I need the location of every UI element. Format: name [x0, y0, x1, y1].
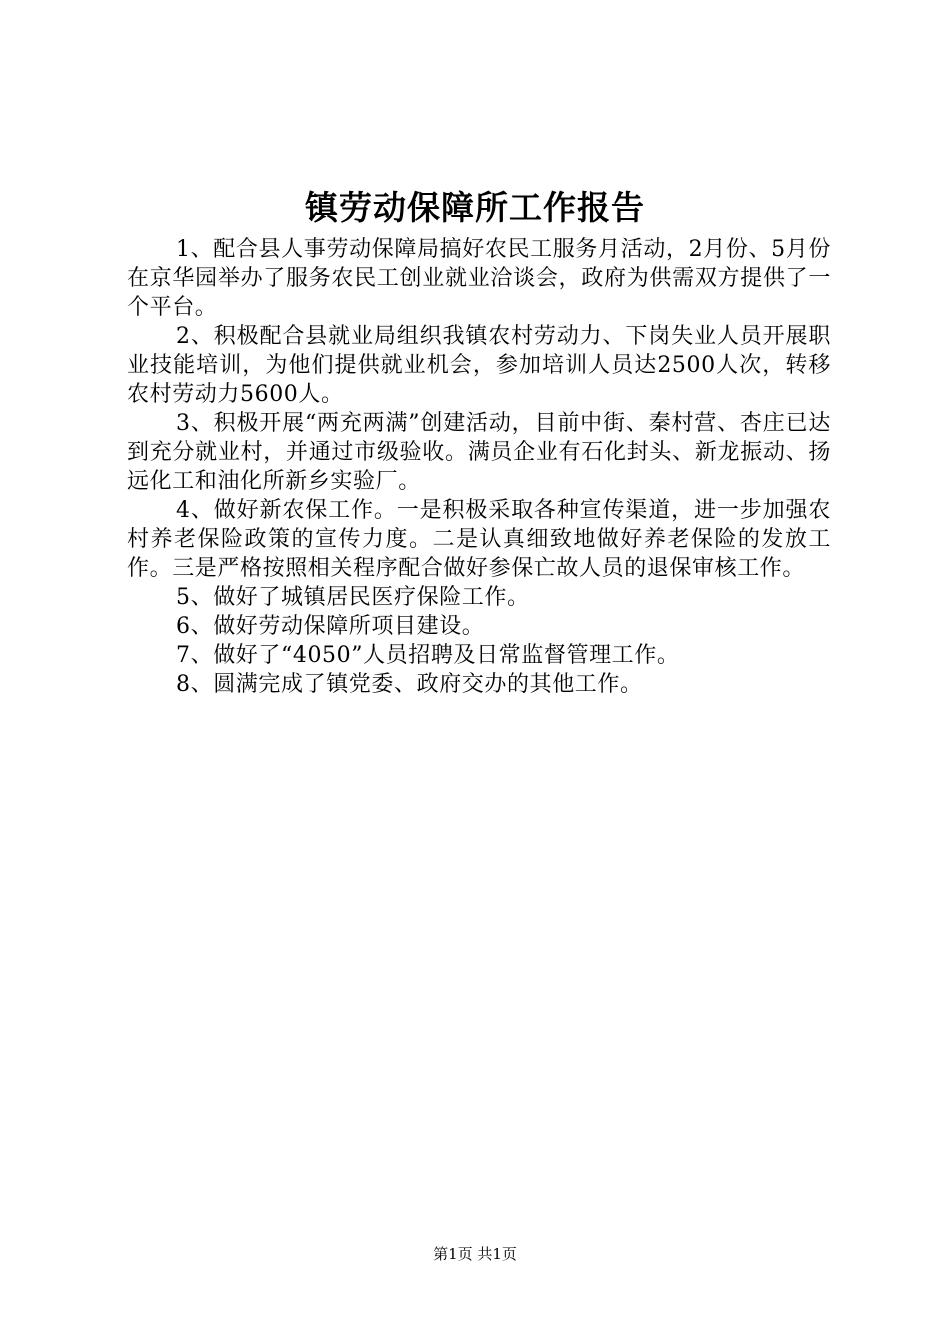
paragraph-3: 3、积极开展“两充两满”创建活动，目前中街、秦村营、杏庄已达到充分就业村，并通过市级验收。满员企业有石化封头、新龙振动、扬远化工和油化所新乡实验厂。 — [127, 411, 831, 494]
paragraph-8: 8、圆满完成了镇党委、政府交办的其他工作。 — [176, 672, 643, 697]
paragraph-7: 7、做好了“4050”人员招聘及日常监督管理工作。 — [176, 643, 680, 668]
page-number-footer: 第1页 共1页 — [433, 1245, 517, 1263]
paragraph-6: 6、做好劳动保障所项目建设。 — [176, 614, 485, 639]
document-title: 镇劳动保障所工作报告 — [305, 188, 645, 227]
paragraph-5: 5、做好了城镇居民医疗保险工作。 — [176, 585, 530, 610]
paragraph-2: 2、积极配合县就业局组织我镇农村劳动力、下岗失业人员开展职业技能培训，为他们提供就业机会，参加培训人员达2500人次，转移农村劳动力5600人。 — [127, 324, 831, 407]
document-body — [127, 235, 831, 699]
paragraph-4: 4、做好新农保工作。一是积极采取各种宣传渠道，进一步加强农村养老保险政策的宣传力度。二是认真细致地做好养老保险的发放工作。三是严格按照相关程序配合做好参保亡故人员的退保审核工作。 — [127, 498, 831, 581]
paragraph-1: 1、配合县人事劳动保障局搞好农民工服务月活动，2月份、5月份在京华园举办了服务农民工创业就业洽谈会，政府为供需双方提供了一个平台。 — [127, 237, 831, 320]
